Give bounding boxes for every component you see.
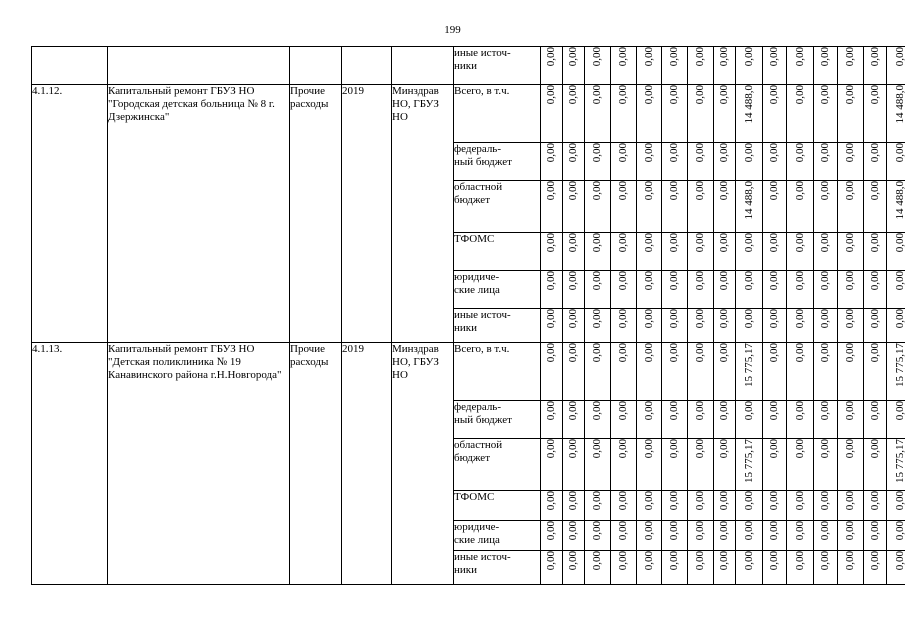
source-label: иные источ- ники [454,309,541,343]
value-cell: 0,00 [585,401,611,439]
value-cell: 0,00 [714,551,736,585]
value-cell: 0,00 [541,85,563,143]
value-cell: 0,00 [541,47,563,85]
value-cell: 0,00 [787,439,814,491]
value-cell: 14 488,0 [736,85,763,143]
value-cell: 0,00 [585,309,611,343]
source-label: иные источ- ники [454,47,541,85]
value-cell: 0,00 [611,233,637,271]
value-cell: 0,00 [662,233,688,271]
value-cell: 0,00 [541,233,563,271]
value-cell: 0,00 [688,401,714,439]
value-cell: 0,00 [541,271,563,309]
value-cell: 0,00 [838,85,864,143]
item-name: Капитальный ремонт ГБУЗ НО "Детская поликлиника № 19 Канавинского района г.Н.Новгорода" [108,343,290,585]
value-cell: 0,00 [688,521,714,551]
value-cell: 0,00 [541,309,563,343]
empty-cell [32,47,108,85]
page-number: 199 [444,24,461,36]
value-cell: 0,00 [736,143,763,181]
value-cell: 0,00 [662,551,688,585]
value-cell: 0,00 [563,233,585,271]
value-cell: 0,00 [611,401,637,439]
value-cell: 15 775,17 [736,439,763,491]
value-cell: 0,00 [637,233,662,271]
value-cell: 0,00 [763,309,787,343]
value-cell: 0,00 [662,271,688,309]
value-cell: 0,00 [838,181,864,233]
value-cell: 0,00 [585,491,611,521]
value-cell: 0,00 [714,271,736,309]
value-cell: 0,00 [736,47,763,85]
item-code: 4.1.12. [32,85,108,343]
value-cell: 15 775,17 [887,439,905,491]
value-cell: 0,00 [637,343,662,401]
value-cell: 0,00 [763,343,787,401]
value-cell: 0,00 [585,551,611,585]
value-cell: 0,00 [714,343,736,401]
empty-cell [290,47,342,85]
value-cell: 0,00 [541,343,563,401]
empty-cell [392,47,454,85]
value-cell: 0,00 [714,143,736,181]
value-cell: 0,00 [864,343,887,401]
value-cell: 0,00 [814,343,838,401]
source-label: ТФОМС [454,491,541,521]
value-cell: 0,00 [688,143,714,181]
value-cell: 0,00 [714,309,736,343]
value-cell: 0,00 [887,233,905,271]
value-cell: 0,00 [864,181,887,233]
value-cell: 0,00 [662,439,688,491]
value-cell: 0,00 [563,491,585,521]
value-cell: 0,00 [662,521,688,551]
value-cell: 0,00 [611,47,637,85]
source-label: Всего, в т.ч. [454,85,541,143]
value-cell: 0,00 [611,491,637,521]
value-cell: 0,00 [787,521,814,551]
value-cell: 0,00 [611,271,637,309]
value-cell: 0,00 [763,47,787,85]
value-cell: 0,00 [563,85,585,143]
value-cell: 0,00 [787,491,814,521]
value-cell: 0,00 [585,343,611,401]
value-cell: 0,00 [838,521,864,551]
value-cell: 0,00 [736,401,763,439]
value-cell: 0,00 [662,143,688,181]
value-cell: 0,00 [787,143,814,181]
value-cell: 0,00 [864,551,887,585]
value-cell: 0,00 [736,521,763,551]
value-cell: 0,00 [662,85,688,143]
value-cell: 0,00 [662,491,688,521]
value-cell: 0,00 [864,143,887,181]
value-cell: 0,00 [611,309,637,343]
value-cell: 0,00 [563,181,585,233]
item-category: Прочие расходы [290,343,342,585]
value-cell: 0,00 [688,439,714,491]
value-cell: 0,00 [887,521,905,551]
value-cell: 0,00 [814,143,838,181]
source-label: юридиче- ские лица [454,521,541,551]
value-cell: 0,00 [814,47,838,85]
value-cell: 0,00 [838,309,864,343]
value-cell: 0,00 [814,233,838,271]
value-cell: 0,00 [637,309,662,343]
value-cell: 0,00 [864,491,887,521]
value-cell: 0,00 [662,47,688,85]
source-label: Всего, в т.ч. [454,343,541,401]
value-cell: 0,00 [637,401,662,439]
value-cell: 0,00 [688,491,714,521]
value-cell: 0,00 [611,439,637,491]
item-category: Прочие расходы [290,85,342,343]
value-cell: 0,00 [563,439,585,491]
value-cell: 0,00 [814,309,838,343]
value-cell: 0,00 [763,401,787,439]
value-cell: 0,00 [541,401,563,439]
value-cell: 0,00 [714,521,736,551]
value-cell: 0,00 [763,181,787,233]
table-row [32,343,905,401]
value-cell: 0,00 [714,233,736,271]
empty-cell [342,47,392,85]
source-label: иные источ- ники [454,551,541,585]
value-cell: 0,00 [838,439,864,491]
value-cell: 0,00 [585,233,611,271]
value-cell: 0,00 [585,439,611,491]
value-cell: 0,00 [541,491,563,521]
item-year: 2019 [342,343,392,585]
value-cell: 0,00 [585,47,611,85]
value-cell: 0,00 [662,181,688,233]
value-cell: 0,00 [864,439,887,491]
item-executor: Минздрав НО, ГБУЗ НО [392,343,454,585]
value-cell: 0,00 [563,343,585,401]
value-cell: 0,00 [611,551,637,585]
item-year: 2019 [342,85,392,343]
value-cell: 0,00 [763,233,787,271]
value-cell: 0,00 [637,85,662,143]
value-cell: 0,00 [838,271,864,309]
value-cell: 0,00 [838,491,864,521]
value-cell: 0,00 [887,551,905,585]
source-label: федераль- ный бюджет [454,143,541,181]
value-cell: 0,00 [563,271,585,309]
value-cell: 0,00 [585,271,611,309]
value-cell: 0,00 [662,343,688,401]
value-cell: 0,00 [814,439,838,491]
value-cell: 0,00 [763,491,787,521]
value-cell: 0,00 [563,521,585,551]
value-cell: 0,00 [887,309,905,343]
value-cell: 0,00 [585,143,611,181]
budget-table [31,46,905,585]
value-cell: 0,00 [637,491,662,521]
value-cell: 0,00 [611,181,637,233]
value-cell: 0,00 [585,181,611,233]
value-cell: 0,00 [637,143,662,181]
value-cell: 0,00 [714,491,736,521]
value-cell: 0,00 [814,271,838,309]
value-cell: 0,00 [887,401,905,439]
value-cell: 0,00 [714,439,736,491]
value-cell: 0,00 [611,85,637,143]
item-name: Капитальный ремонт ГБУЗ НО "Городская детская больница № 8 г. Дзержинска" [108,85,290,343]
value-cell: 0,00 [887,271,905,309]
value-cell: 0,00 [814,491,838,521]
value-cell: 0,00 [736,271,763,309]
table-body [32,47,905,585]
value-cell: 0,00 [637,521,662,551]
value-cell: 0,00 [688,47,714,85]
empty-cell [108,47,290,85]
value-cell: 0,00 [887,491,905,521]
table-row [32,85,905,143]
value-cell: 0,00 [787,181,814,233]
value-cell: 0,00 [736,551,763,585]
value-cell: 0,00 [637,47,662,85]
value-cell: 0,00 [611,343,637,401]
value-cell: 0,00 [714,181,736,233]
source-label: ТФОМС [454,233,541,271]
value-cell: 0,00 [637,551,662,585]
value-cell: 0,00 [541,551,563,585]
source-label: федераль- ный бюджет [454,401,541,439]
value-cell: 0,00 [688,271,714,309]
value-cell: 0,00 [714,401,736,439]
value-cell: 0,00 [814,551,838,585]
value-cell: 0,00 [714,85,736,143]
value-cell: 0,00 [864,401,887,439]
value-cell: 0,00 [688,181,714,233]
value-cell: 0,00 [864,233,887,271]
value-cell: 0,00 [763,521,787,551]
value-cell: 0,00 [787,401,814,439]
value-cell: 0,00 [814,181,838,233]
value-cell: 0,00 [736,233,763,271]
value-cell: 0,00 [787,47,814,85]
value-cell: 0,00 [838,401,864,439]
value-cell: 0,00 [563,309,585,343]
value-cell: 0,00 [787,309,814,343]
value-cell: 15 775,17 [736,343,763,401]
value-cell: 0,00 [637,271,662,309]
value-cell: 0,00 [563,551,585,585]
value-cell: 0,00 [838,551,864,585]
value-cell: 0,00 [541,181,563,233]
value-cell: 0,00 [714,47,736,85]
value-cell: 0,00 [736,491,763,521]
value-cell: 14 488,0 [887,181,905,233]
value-cell: 0,00 [637,181,662,233]
value-cell: 0,00 [688,343,714,401]
value-cell: 0,00 [763,85,787,143]
value-cell: 0,00 [688,551,714,585]
value-cell: 0,00 [887,143,905,181]
value-cell: 0,00 [763,143,787,181]
value-cell: 0,00 [864,85,887,143]
value-cell: 0,00 [688,85,714,143]
value-cell: 0,00 [541,143,563,181]
value-cell: 0,00 [864,521,887,551]
value-cell: 0,00 [563,401,585,439]
value-cell: 0,00 [814,521,838,551]
value-cell: 0,00 [662,401,688,439]
item-code: 4.1.13. [32,343,108,585]
value-cell: 0,00 [541,439,563,491]
source-label: областной бюджет [454,439,541,491]
value-cell: 0,00 [637,439,662,491]
value-cell: 0,00 [838,143,864,181]
value-cell: 0,00 [787,233,814,271]
value-cell: 0,00 [787,343,814,401]
value-cell: 0,00 [688,233,714,271]
value-cell: 14 488,0 [736,181,763,233]
value-cell: 0,00 [864,309,887,343]
value-cell: 0,00 [787,271,814,309]
value-cell: 0,00 [611,143,637,181]
value-cell: 0,00 [563,143,585,181]
value-cell: 0,00 [887,47,905,85]
source-label: юридиче- ские лица [454,271,541,309]
value-cell: 0,00 [814,85,838,143]
value-cell: 0,00 [541,521,563,551]
value-cell: 0,00 [838,47,864,85]
value-cell: 0,00 [864,47,887,85]
value-cell: 0,00 [585,521,611,551]
item-executor: Минздрав НО, ГБУЗ НО [392,85,454,343]
value-cell: 0,00 [864,271,887,309]
table-row [32,47,905,85]
value-cell: 0,00 [662,309,688,343]
value-cell: 0,00 [763,439,787,491]
value-cell: 0,00 [787,85,814,143]
value-cell: 0,00 [585,85,611,143]
value-cell: 0,00 [688,309,714,343]
source-label: областной бюджет [454,181,541,233]
value-cell: 0,00 [563,47,585,85]
value-cell: 0,00 [763,271,787,309]
value-cell: 0,00 [736,309,763,343]
value-cell: 0,00 [838,233,864,271]
value-cell: 0,00 [838,343,864,401]
value-cell: 15 775,17 [887,343,905,401]
value-cell: 14 488,0 [887,85,905,143]
value-cell: 0,00 [763,551,787,585]
value-cell: 0,00 [814,401,838,439]
value-cell: 0,00 [611,521,637,551]
value-cell: 0,00 [787,551,814,585]
